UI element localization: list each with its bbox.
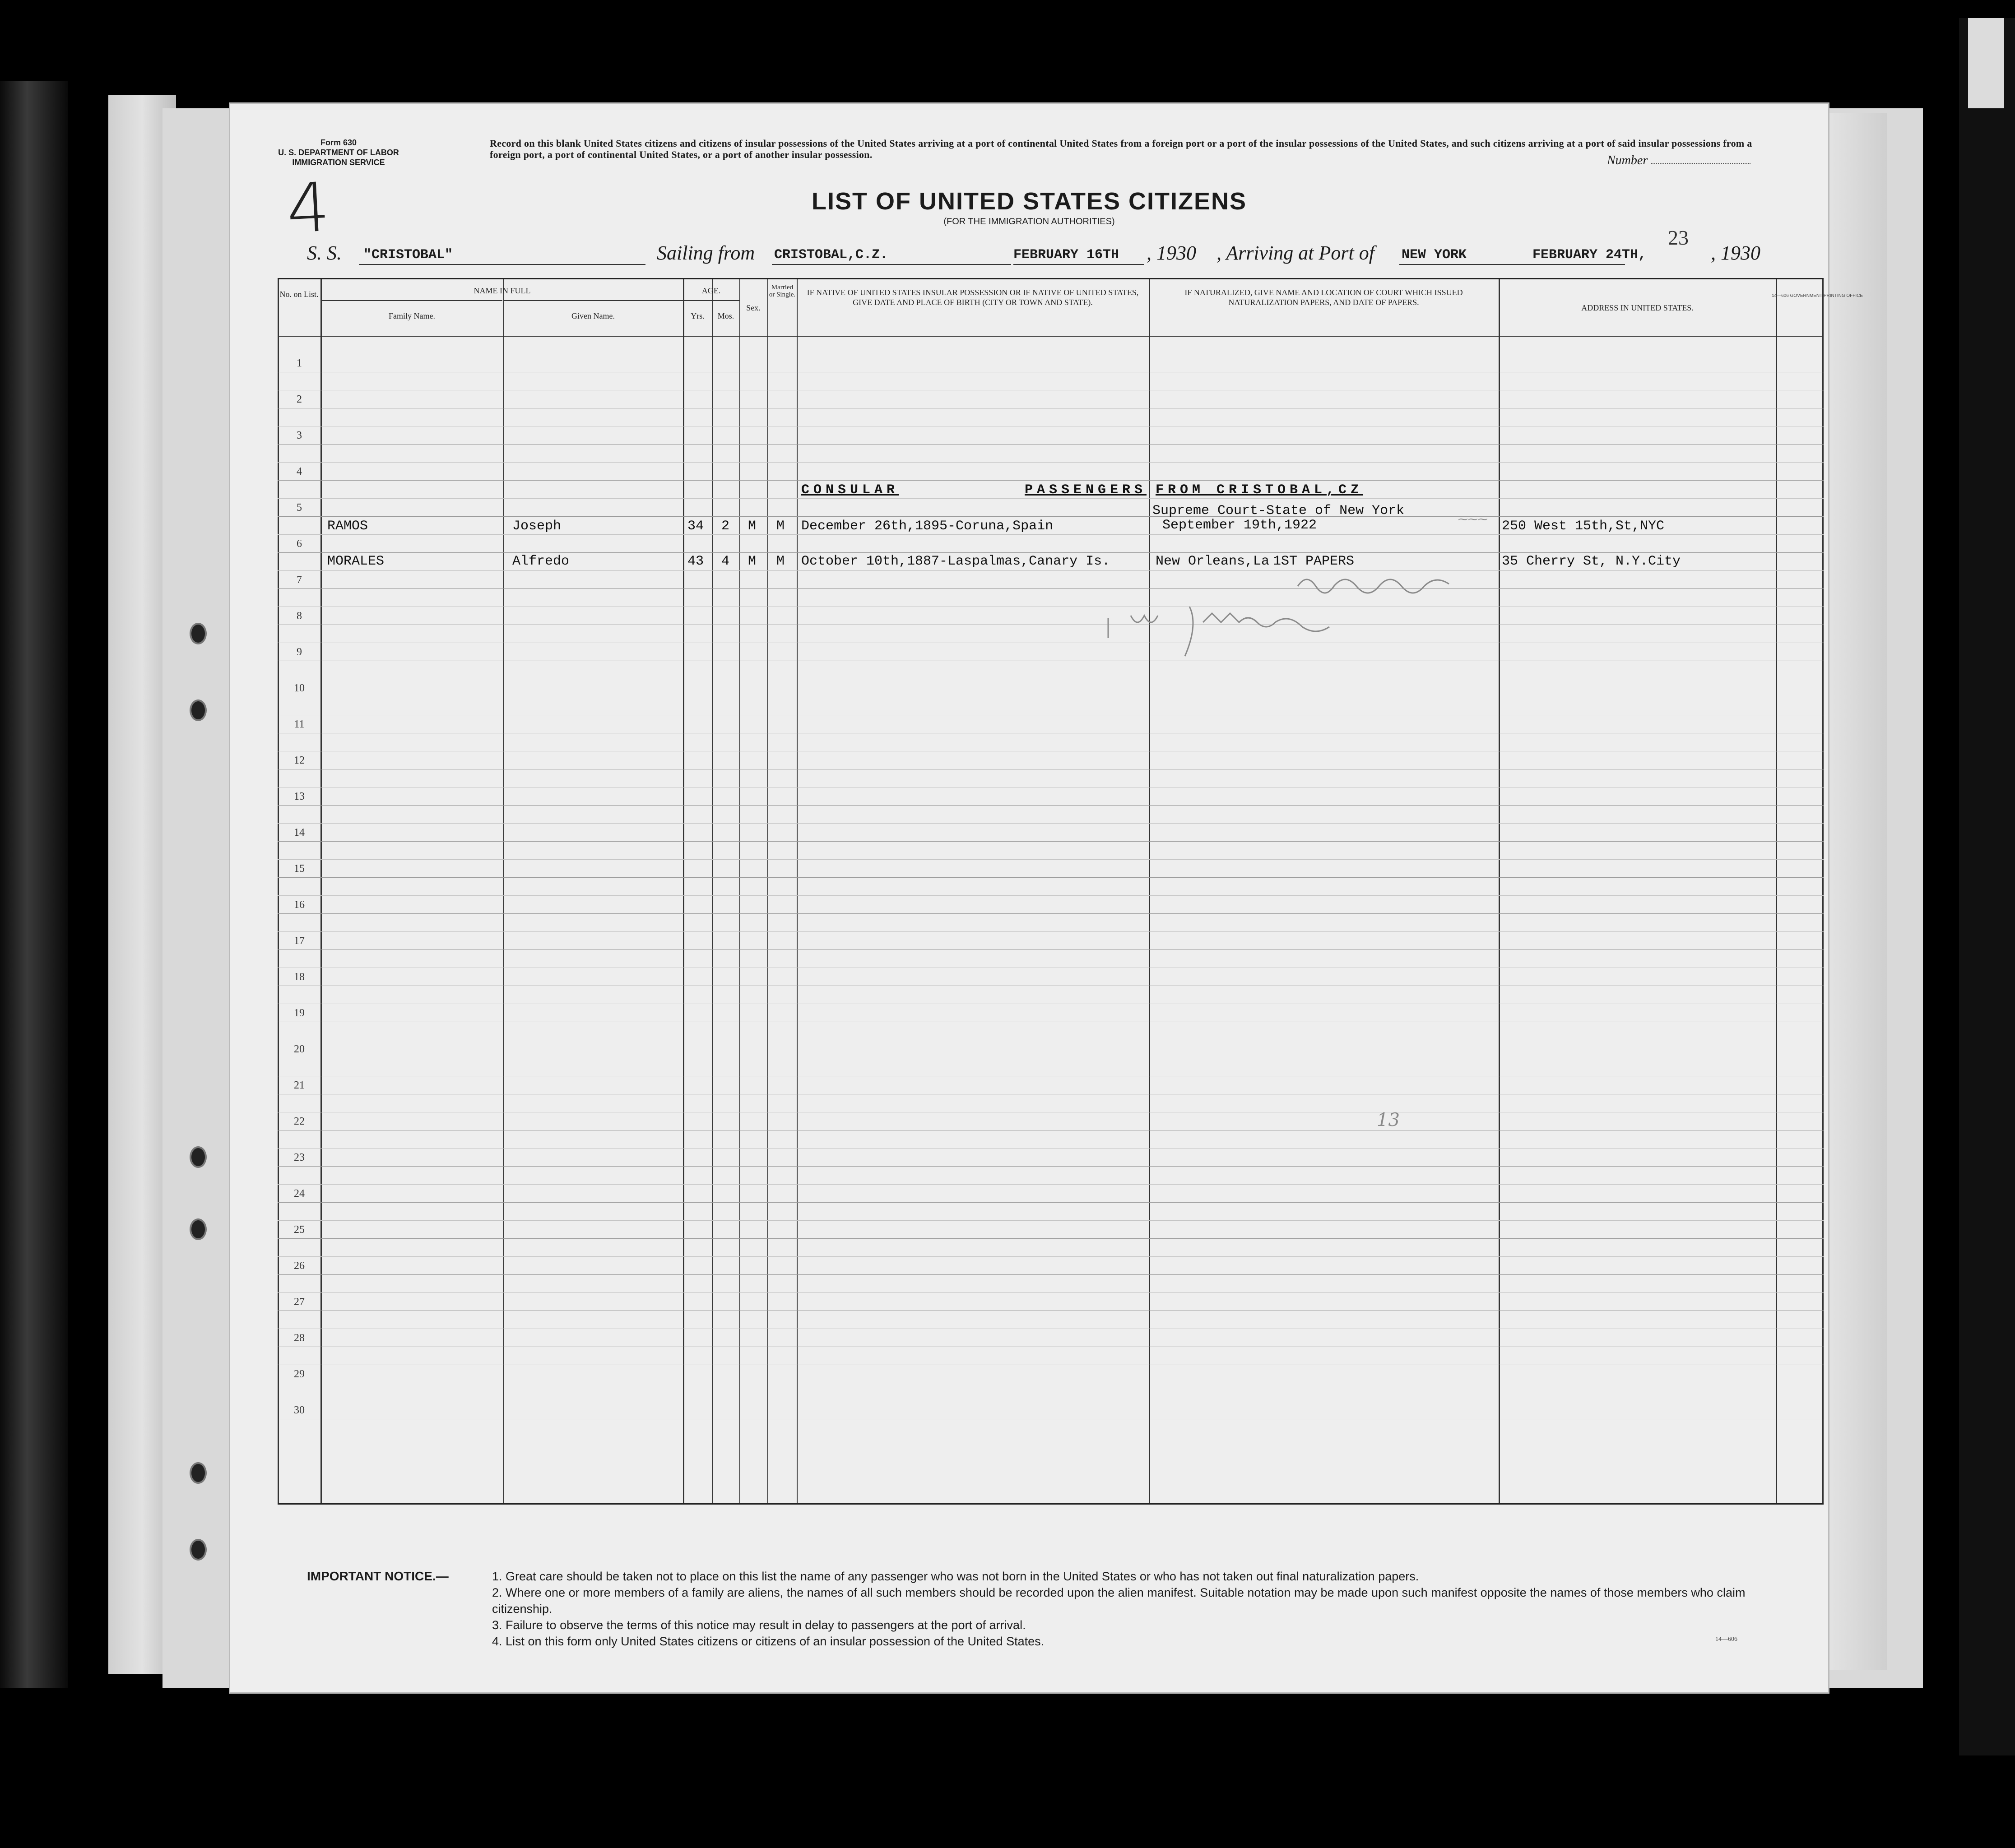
header-sex: Sex. [746, 303, 761, 312]
form-identifier [271, 138, 406, 167]
notice-item-2: 2. Where one or more members of a family are aliens, the names of all such members should be recorded upon the alien manifest. Suitable notation may be made upon such manifest opposite the names of those members who claim citizenship. [492, 1586, 1746, 1616]
row-number: 16 [294, 899, 305, 911]
row-rule [278, 949, 1824, 950]
row3-naturalized-papers: 1ST PAPERS [1273, 554, 1355, 569]
row-number: 14 [294, 827, 305, 838]
row-number: 27 [294, 1296, 305, 1308]
row-rule [278, 588, 1824, 589]
row3-naturalized-court: New Orleans,La [1156, 554, 1270, 569]
row-number: 26 [294, 1260, 305, 1272]
row3-address: 35 Cherry St, N.Y.City [1502, 554, 1681, 569]
header-family-name: Family Name. [389, 311, 435, 320]
row-rule [278, 805, 1824, 806]
binder-hole [190, 623, 207, 644]
column-divider [1776, 279, 1777, 1503]
binder-edge-right [1959, 18, 2015, 1755]
header-rule [683, 300, 739, 301]
row-subrule [278, 570, 1824, 571]
column-divider [1149, 279, 1150, 1503]
column-divider [712, 279, 713, 1503]
row-rule [278, 913, 1824, 914]
column-divider [320, 279, 322, 1503]
header-years: Yrs. [691, 311, 705, 320]
binder-hole [190, 1462, 207, 1484]
department-name: U. S. DEPARTMENT OF LABOR [278, 148, 399, 157]
pencil-annotation [1054, 568, 1487, 663]
binder-hole [190, 699, 207, 721]
header-bottom-rule [278, 336, 1824, 337]
margin-pencil-note: ⁓⁓⁓ [1458, 514, 1488, 525]
print-code: 14—606 [1715, 1636, 1737, 1643]
row-number: 5 [297, 502, 302, 514]
notice-item-4: 4. List on this form only United States citizens or citizens of an insular possession of the United States. [492, 1635, 1045, 1648]
row-subrule [278, 498, 1824, 499]
row-rule [278, 1238, 1824, 1239]
row-number: 20 [294, 1043, 305, 1055]
row-subrule [278, 859, 1824, 860]
number-blank [1651, 163, 1750, 164]
column-divider [683, 279, 684, 1503]
notice-item-1: 1. Great care should be taken not to place on this list the name of any passenger who was not born in the United States or who has not taken out final naturalization papers. [492, 1570, 1419, 1583]
number-label: Number [1607, 153, 1648, 167]
row3-years: 43 [687, 554, 704, 569]
number-field [1607, 153, 1750, 168]
row2-sex: M [748, 519, 757, 534]
table-border-right [1822, 279, 1824, 1503]
row-number: 30 [294, 1404, 305, 1416]
header-naturalized: IF NATURALIZED, GIVE NAME AND LOCATION OF COURT WHICH ISSUED NATURALIZATION PAPERS, AND DATE OF PAPERS. [1184, 288, 1463, 307]
arrival-year: , 1930 [1711, 242, 1760, 264]
header-birth: IF NATIVE OF UNITED STATES INSULAR POSSESSION OR IF NATIVE OF UNITED STATES, GIVE DATE AND PLACE OF BIRTH (CITY OR TOWN AND STATE). [807, 288, 1139, 307]
row-rule [278, 877, 1824, 878]
row-rule [278, 841, 1824, 842]
binder-clip [1968, 18, 2004, 108]
column-divider [1499, 279, 1500, 1503]
citizens-table [278, 278, 1824, 1505]
printing-office-mark: 14—606 GOVERNMENT PRINTING OFFICE [1772, 293, 1863, 298]
stray-pencil-mark: 13 [1377, 1110, 1400, 1130]
row-subrule [278, 534, 1824, 535]
row3-birth: October 10th,1887-Laspalmas,Canary Is. [801, 554, 1110, 569]
ship-name: "CRISTOBAL" [363, 247, 453, 263]
row-number: 8 [297, 610, 302, 622]
row2-given-name: Joseph [512, 519, 562, 534]
binder-hole [190, 1539, 207, 1561]
column-divider [739, 279, 740, 1503]
row3-married: M [776, 554, 785, 569]
row-rule [278, 1166, 1824, 1167]
row-subrule [278, 1220, 1824, 1221]
row-number: 15 [294, 863, 305, 875]
row-number: 10 [294, 682, 305, 694]
notice-heading: IMPORTANT NOTICE.— [307, 1569, 449, 1583]
row-number: 21 [294, 1079, 305, 1091]
row-rule [278, 516, 1824, 517]
row-number: 17 [294, 935, 305, 947]
row-number: 12 [294, 755, 305, 766]
row-rule [278, 1274, 1824, 1275]
row-subrule [278, 1184, 1824, 1185]
row-number: 28 [294, 1332, 305, 1344]
row-number: 2 [297, 394, 302, 405]
row-subrule [278, 462, 1824, 463]
arrival-port: NEW YORK [1402, 247, 1467, 263]
row-number: 13 [294, 791, 305, 802]
ship-name-rule [359, 264, 645, 265]
binder-hole [190, 1218, 207, 1240]
important-notice [307, 1568, 492, 1584]
row-rule [278, 1202, 1824, 1203]
row-subrule [278, 1292, 1824, 1293]
row2-family-name: RAMOS [327, 519, 368, 534]
header-no-on-list: No. on List. [279, 290, 319, 299]
row-number: 22 [294, 1116, 305, 1127]
notice-item-3: 3. Failure to observe the terms of this notice may result in delay to passengers at the port of arrival. [492, 1618, 1026, 1632]
header-married-or-single: Married or Single. [769, 284, 796, 298]
form-instructions: Record on this blank United States citizens and citizens of insular possessions of the United States arriving at a port of continental United States from a foreign port or a port of the insular possessions of the United States, and such citizens arriving at a port of said insular possessions from a foreign port, a port of continental United States, or a port of another insular possession. [490, 138, 1752, 160]
row3-months: 4 [721, 554, 730, 569]
binder-hole [190, 1146, 207, 1168]
header-months: Mos. [717, 311, 734, 320]
sailing-date-rule [1013, 264, 1144, 265]
row-number: 18 [294, 971, 305, 983]
service-name: IMMIGRATION SERVICE [292, 158, 385, 167]
handwritten-mark: 4 [284, 168, 332, 249]
row-subrule [278, 823, 1824, 824]
form-number: Form 630 [320, 138, 357, 147]
row2-birth: December 26th,1895-Coruna,Spain [801, 519, 1054, 534]
consular-note-part1: CONSULAR [801, 482, 899, 498]
sailing-date: FEBRUARY 16TH [1013, 247, 1119, 263]
row-number: 29 [294, 1368, 305, 1380]
header-rule [503, 300, 684, 301]
sailing-label: Sailing from [657, 242, 755, 264]
row3-family-name: MORALES [327, 554, 385, 569]
row-subrule [278, 931, 1824, 932]
column-divider [797, 279, 798, 1503]
binder-edge-left [0, 81, 68, 1688]
arrival-port-rule [1399, 264, 1625, 265]
row-number: 3 [297, 430, 302, 441]
row-number: 25 [294, 1224, 305, 1236]
row-number: 6 [297, 538, 302, 550]
row-number: 7 [297, 574, 302, 586]
sailing-year: , 1930 [1147, 242, 1196, 264]
row-number: 9 [297, 646, 302, 658]
ss-label: S. S. [307, 242, 342, 264]
row-subrule [278, 895, 1824, 896]
arrival-date: FEBRUARY 24TH, [1532, 247, 1647, 263]
row2-months: 2 [721, 519, 730, 534]
row-number: 24 [294, 1188, 305, 1200]
row2-years: 34 [687, 519, 704, 534]
row-number: 1 [297, 357, 302, 369]
row-number: 19 [294, 1007, 305, 1019]
row-rule [278, 480, 1824, 481]
page-title: LIST OF UNITED STATES CITIZENS [812, 188, 1247, 215]
row-subrule [278, 1148, 1824, 1149]
row2-naturalized-court: Supreme Court-State of New York [1152, 503, 1405, 519]
sailing-port-rule [772, 264, 1011, 265]
header-address: ADDRESS IN UNITED STATES. [1581, 303, 1694, 312]
sailing-port: CRISTOBAL,C.Z. [774, 247, 888, 263]
row-number: 11 [294, 718, 305, 730]
underlying-page-right [1819, 113, 1887, 1670]
column-divider [503, 279, 504, 1503]
header-given-name: Given Name. [571, 311, 615, 320]
page-subtitle: (FOR THE IMMIGRATION AUTHORITIES) [943, 217, 1115, 227]
arriving-label: , Arriving at Port of [1216, 242, 1374, 264]
row-rule [278, 444, 1824, 445]
header-rule [320, 300, 502, 301]
row-number: 23 [294, 1152, 305, 1163]
row-rule [278, 552, 1824, 553]
row-number: 4 [297, 466, 302, 477]
table-border-left [278, 279, 279, 1503]
row3-sex: M [748, 554, 757, 569]
form-sheet [230, 104, 1863, 1692]
row2-address: 250 West 15th,St,NYC [1502, 519, 1665, 534]
header-name-in-full: NAME IN FULL [474, 286, 531, 295]
consular-note-part3: FROM CRISTOBAL,CZ [1156, 482, 1363, 498]
row2-naturalized-date: September 19th,1922 [1162, 518, 1317, 533]
sheet-number: 23 [1668, 226, 1689, 249]
header-age: AGE. [701, 286, 721, 295]
column-divider [767, 279, 768, 1503]
consular-note-part2: PASSENGERS [1025, 482, 1147, 498]
row3-given-name: Alfredo [512, 554, 570, 569]
row2-married: M [776, 519, 785, 534]
row-subrule [278, 1256, 1824, 1257]
